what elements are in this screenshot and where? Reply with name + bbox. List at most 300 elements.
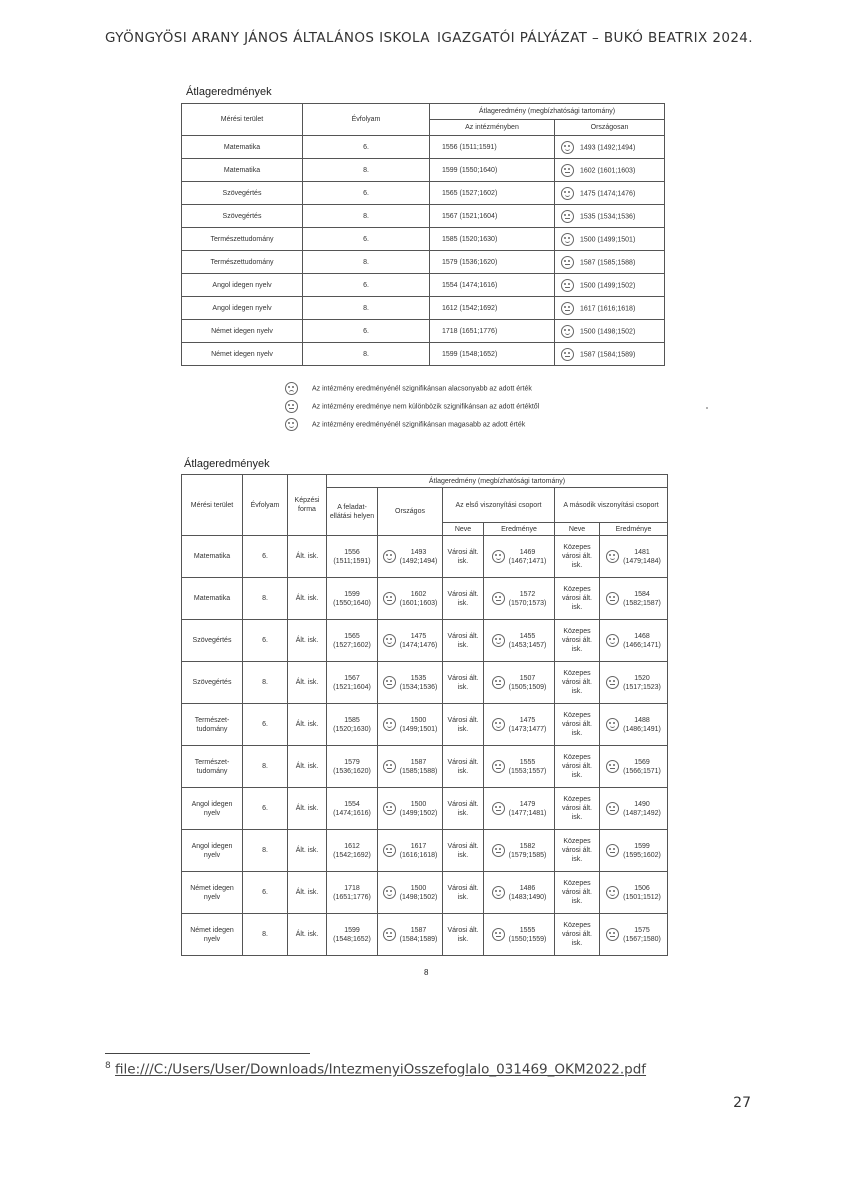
cell-g2-name: Közepes városi ált. isk.	[555, 578, 600, 620]
inline-page-mark: 8	[424, 968, 429, 977]
cell-site	[327, 704, 378, 746]
cell-nat-value: 1617 (1616;1618)	[580, 304, 636, 312]
cell-grade: 6.	[303, 320, 430, 343]
cell-grade: 6.	[243, 704, 288, 746]
up-smiley-icon	[606, 634, 619, 647]
cell-nat-range: (1499;1502)	[399, 809, 438, 817]
eq-smiley-icon	[383, 760, 396, 773]
table-row	[182, 704, 668, 746]
page-number: 27	[733, 1095, 751, 1111]
legend-item	[285, 418, 525, 431]
t1-header-group: Átlageredmény (megbízhatósági tartomány)	[430, 104, 665, 120]
table-row	[182, 746, 668, 788]
cell-site	[327, 914, 378, 956]
cell-g1-name: Városi ált. isk.	[443, 872, 484, 914]
table-row	[182, 620, 668, 662]
up-smiley-icon	[561, 233, 574, 246]
cell-g1-value: 1469	[519, 548, 536, 556]
legend-text: Az intézmény eredményénél szignifikánsan alacsonyabb az adott érték	[312, 385, 532, 393]
cell-nat	[378, 914, 443, 956]
cell-grade: 6.	[243, 872, 288, 914]
cell-area: Szövegértés	[182, 205, 303, 228]
cell-grade: 6.	[303, 228, 430, 251]
cell-nat-range: (1474;1476)	[399, 641, 438, 649]
up-smiley-icon	[285, 418, 298, 431]
t1-header-area: Mérési terület	[182, 104, 303, 136]
cell-g2-value: 1506	[634, 884, 650, 892]
cell-g1-range: (1467;1471)	[508, 557, 547, 565]
cell-nat-value: 1587 (1584;1589)	[580, 350, 636, 358]
table-row	[182, 274, 665, 297]
footnote-number: 8	[105, 1061, 111, 1071]
cell-g1-range: (1570;1573)	[508, 599, 547, 607]
eq-smiley-icon	[492, 802, 505, 815]
cell-g2-name: Közepes városi ált. isk.	[555, 620, 600, 662]
eq-smiley-icon	[492, 844, 505, 857]
table1-caption: Átlageredmények	[186, 86, 272, 98]
t2-header-g1-name: Neve	[443, 523, 484, 536]
cell-nat-range: (1585;1588)	[399, 767, 438, 775]
eq-smiley-icon	[383, 802, 396, 815]
cell-g2-result	[600, 578, 668, 620]
t2-header-form: Képzési forma	[288, 475, 327, 536]
eq-smiley-icon	[492, 928, 505, 941]
cell-site-value: 1585	[344, 716, 360, 724]
cell-g2-result	[600, 620, 668, 662]
legend-text: Az intézmény eredménye nem különbözik szignifikánsan az adott értéktől	[312, 403, 540, 411]
cell-grade: 8.	[243, 578, 288, 620]
cell-grade: 6.	[243, 536, 288, 578]
cell-g1-value: 1555	[519, 758, 536, 766]
table-row	[182, 343, 665, 366]
eq-smiley-icon	[606, 676, 619, 689]
cell-area: Természet-tudomány	[182, 704, 243, 746]
cell-grade: 8.	[303, 251, 430, 274]
cell-g1-value: 1455	[519, 632, 536, 640]
eq-smiley-icon	[561, 279, 574, 292]
cell-site	[327, 620, 378, 662]
cell-inst: 1718 (1651;1776)	[430, 320, 555, 343]
footnote-separator	[105, 1053, 310, 1054]
results-table-detailed	[181, 474, 668, 956]
cell-nat	[378, 830, 443, 872]
cell-area: Természet-tudomány	[182, 746, 243, 788]
cell-site-range: (1536;1620)	[333, 767, 371, 775]
cell-g1-range: (1505;1509)	[508, 683, 547, 691]
cell-g1-name: Városi ált. isk.	[443, 536, 484, 578]
cell-g2-value: 1520	[634, 674, 650, 682]
up-smiley-icon	[561, 187, 574, 200]
cell-nat-value: 1500 (1499;1501)	[580, 235, 636, 243]
cell-grade: 6.	[243, 788, 288, 830]
cell-nat-value: 1493	[410, 548, 427, 556]
eq-smiley-icon	[606, 928, 619, 941]
cell-site-range: (1474;1616)	[333, 809, 371, 817]
eq-smiley-icon	[383, 592, 396, 605]
cell-grade: 8.	[303, 159, 430, 182]
cell-site-range: (1548;1652)	[333, 935, 371, 943]
cell-nat-range: (1616;1618)	[399, 851, 438, 859]
t2-header-g2: A második viszonyítási csoport	[555, 488, 668, 523]
cell-site-range: (1542;1692)	[333, 851, 371, 859]
cell-g2-name: Közepes városi ált. isk.	[555, 704, 600, 746]
cell-g2-value: 1490	[634, 800, 650, 808]
cell-nat	[378, 746, 443, 788]
cell-nat-value: 1500	[410, 884, 427, 892]
cell-nat-value: 1602	[410, 590, 427, 598]
cell-nat	[555, 159, 665, 182]
cell-site-value: 1565	[344, 632, 360, 640]
cell-area: Matematika	[182, 578, 243, 620]
cell-g1-name: Városi ált. isk.	[443, 704, 484, 746]
cell-area: Angol idegen nyelv	[182, 297, 303, 320]
cell-g1-name: Városi ált. isk.	[443, 830, 484, 872]
cell-g2-result	[600, 704, 668, 746]
up-smiley-icon	[383, 886, 396, 899]
cell-g1-range: (1477;1481)	[508, 809, 547, 817]
cell-grade: 8.	[303, 297, 430, 320]
up-smiley-icon	[561, 141, 574, 154]
cell-area: Német idegen nyelv	[182, 320, 303, 343]
cell-nat-range: (1584;1589)	[399, 935, 438, 943]
table-row	[182, 205, 665, 228]
cell-g1-range: (1453;1457)	[508, 641, 547, 649]
cell-g2-range: (1566;1571)	[623, 767, 661, 775]
cell-form: Ált. isk.	[288, 536, 327, 578]
cell-g1-result	[484, 872, 555, 914]
down-smiley-icon	[285, 382, 298, 395]
up-smiley-icon	[492, 718, 505, 731]
cell-form: Ált. isk.	[288, 914, 327, 956]
up-smiley-icon	[606, 886, 619, 899]
cell-g2-value: 1584	[634, 590, 650, 598]
cell-g2-name: Közepes városi ált. isk.	[555, 788, 600, 830]
legend-text: Az intézmény eredményénél szignifikánsan magasabb az adott érték	[312, 421, 526, 429]
up-smiley-icon	[492, 634, 505, 647]
cell-g2-value: 1488	[634, 716, 650, 724]
cell-g2-result	[600, 914, 668, 956]
cell-site	[327, 788, 378, 830]
up-smiley-icon	[383, 718, 396, 731]
cell-site-range: (1651;1776)	[333, 893, 371, 901]
cell-g2-name: Közepes városi ált. isk.	[555, 746, 600, 788]
cell-g1-value: 1507	[519, 674, 536, 682]
table-row	[182, 788, 668, 830]
cell-area: Természettudomány	[182, 251, 303, 274]
cell-grade: 8.	[243, 830, 288, 872]
cell-nat-range: (1601;1603)	[399, 599, 438, 607]
cell-nat	[555, 136, 665, 159]
cell-nat-value: 1535	[410, 674, 427, 682]
cell-site-range: (1521;1604)	[333, 683, 371, 691]
cell-g2-range: (1595;1602)	[623, 851, 661, 859]
cell-area: Szövegértés	[182, 662, 243, 704]
eq-smiley-icon	[383, 844, 396, 857]
cell-g1-value: 1555	[519, 926, 536, 934]
cell-g1-range: (1473;1477)	[508, 725, 547, 733]
cell-g1-range: (1483;1490)	[508, 893, 547, 901]
up-smiley-icon	[492, 550, 505, 563]
eq-smiley-icon	[606, 592, 619, 605]
t2-header-grade: Évfolyam	[243, 475, 288, 536]
cell-g2-range: (1501;1512)	[623, 893, 661, 901]
cell-site-value: 1599	[344, 590, 360, 598]
cell-grade: 8.	[243, 914, 288, 956]
cell-nat	[378, 788, 443, 830]
cell-inst: 1554 (1474;1616)	[430, 274, 555, 297]
eq-smiley-icon	[492, 676, 505, 689]
cell-g1-result	[484, 704, 555, 746]
cell-site-range: (1520;1630)	[333, 725, 371, 733]
up-smiley-icon	[606, 718, 619, 731]
cell-g2-result	[600, 788, 668, 830]
cell-nat-value: 1587	[410, 758, 427, 766]
cell-nat-value: 1535 (1534;1536)	[580, 212, 636, 220]
cell-site	[327, 872, 378, 914]
cell-form: Ált. isk.	[288, 704, 327, 746]
cell-nat-range: (1492;1494)	[399, 557, 438, 565]
cell-grade: 6.	[303, 274, 430, 297]
table-row	[182, 536, 668, 578]
cell-site	[327, 578, 378, 620]
cell-grade: 6.	[243, 620, 288, 662]
results-table-summary	[181, 103, 665, 366]
cell-nat	[555, 343, 665, 366]
cell-inst: 1612 (1542;1692)	[430, 297, 555, 320]
eq-smiley-icon	[383, 676, 396, 689]
cell-nat-value: 1500	[410, 716, 427, 724]
cell-g1-name: Városi ált. isk.	[443, 788, 484, 830]
cell-site	[327, 536, 378, 578]
t1-header-grade: Évfolyam	[303, 104, 430, 136]
cell-area: Matematika	[182, 159, 303, 182]
cell-area: Angol idegen nyelv	[182, 274, 303, 297]
up-smiley-icon	[492, 886, 505, 899]
cell-g2-range: (1486;1491)	[623, 725, 661, 733]
footnote	[105, 1061, 646, 1078]
t2-header-group: Átlageredmény (megbízhatósági tartomány)	[327, 475, 668, 488]
up-smiley-icon	[561, 325, 574, 338]
cell-nat	[555, 274, 665, 297]
eq-smiley-icon	[285, 400, 298, 413]
cell-nat-value: 1500 (1499;1502)	[580, 281, 636, 289]
t2-header-g2-result: Eredménye	[600, 523, 668, 536]
eq-smiley-icon	[561, 164, 574, 177]
cell-g2-result	[600, 746, 668, 788]
table-row	[182, 228, 665, 251]
cell-g1-name: Városi ált. isk.	[443, 578, 484, 620]
eq-smiley-icon	[383, 928, 396, 941]
cell-area: Matematika	[182, 136, 303, 159]
cell-grade: 6.	[303, 182, 430, 205]
cell-g2-name: Közepes városi ált. isk.	[555, 830, 600, 872]
cell-area: Szövegértés	[182, 182, 303, 205]
eq-smiley-icon	[606, 802, 619, 815]
cell-nat-range: (1534;1536)	[399, 683, 438, 691]
cell-form: Ált. isk.	[288, 746, 327, 788]
table-row	[182, 872, 668, 914]
cell-g1-name: Városi ált. isk.	[443, 746, 484, 788]
cell-site-value: 1579	[344, 758, 360, 766]
cell-g1-value: 1486	[519, 884, 536, 892]
cell-g1-result	[484, 914, 555, 956]
table2-caption: Átlageredmények	[184, 458, 270, 470]
running-header-title: IGAZGATÓI PÁLYÁZAT – BUKÓ BEATRIX 2024.	[437, 30, 753, 46]
cell-g2-range: (1517;1523)	[623, 683, 661, 691]
cell-area: Német idegen nyelv	[182, 914, 243, 956]
table-row	[182, 914, 668, 956]
cell-g2-result	[600, 536, 668, 578]
table-row	[182, 136, 665, 159]
cell-nat-value: 1587 (1585;1588)	[580, 258, 636, 266]
cell-site-value: 1554	[344, 800, 360, 808]
eq-smiley-icon	[561, 302, 574, 315]
cell-g1-value: 1572	[519, 590, 536, 598]
cell-g2-value: 1481	[634, 548, 650, 556]
legend-item	[285, 400, 539, 413]
cell-grade: 8.	[303, 205, 430, 228]
cell-g1-result	[484, 830, 555, 872]
cell-grade: 6.	[303, 136, 430, 159]
cell-area: Német idegen nyelv	[182, 872, 243, 914]
cell-site-value: 1599	[344, 926, 360, 934]
cell-nat-range: (1498;1502)	[399, 893, 438, 901]
cell-site	[327, 662, 378, 704]
t1-header-inst: Az intézményben	[430, 120, 555, 136]
cell-g2-range: (1479;1484)	[623, 557, 661, 565]
cell-nat-range: (1499;1501)	[399, 725, 438, 733]
cell-area: Matematika	[182, 536, 243, 578]
cell-g1-result	[484, 578, 555, 620]
t2-header-nat: Országos	[378, 488, 443, 536]
cell-form: Ált. isk.	[288, 620, 327, 662]
cell-nat	[378, 536, 443, 578]
cell-nat	[378, 662, 443, 704]
cell-g2-range: (1582;1587)	[623, 599, 661, 607]
cell-nat	[378, 872, 443, 914]
cell-site-value: 1556	[344, 548, 360, 556]
cell-inst: 1556 (1511;1591)	[430, 136, 555, 159]
cell-g1-range: (1553;1557)	[508, 767, 547, 775]
cell-g1-result	[484, 662, 555, 704]
eq-smiley-icon	[492, 592, 505, 605]
table-row	[182, 320, 665, 343]
cell-g1-value: 1582	[519, 842, 536, 850]
table-row	[182, 159, 665, 182]
t1-header-nat: Országosan	[555, 120, 665, 136]
cell-nat-value: 1475	[410, 632, 427, 640]
cell-area: Angol idegen nyelv	[182, 788, 243, 830]
cell-nat-value: 1500 (1498;1502)	[580, 327, 636, 335]
cell-nat-value: 1587	[410, 926, 427, 934]
up-smiley-icon	[383, 634, 396, 647]
cell-form: Ált. isk.	[288, 872, 327, 914]
cell-inst: 1599 (1550;1640)	[430, 159, 555, 182]
t2-header-site: A feladat-ellátási helyen	[327, 488, 378, 536]
cell-grade: 8.	[243, 746, 288, 788]
cell-g1-result	[484, 746, 555, 788]
cell-inst: 1585 (1520;1630)	[430, 228, 555, 251]
cell-g1-name: Városi ált. isk.	[443, 662, 484, 704]
cell-g2-name: Közepes városi ált. isk.	[555, 914, 600, 956]
t2-header-g1-result: Eredménye	[484, 523, 555, 536]
cell-g2-range: (1487;1492)	[623, 809, 661, 817]
eq-smiley-icon	[606, 760, 619, 773]
table-row	[182, 830, 668, 872]
cell-site-range: (1527;1602)	[333, 641, 371, 649]
cell-g2-name: Közepes városi ált. isk.	[555, 872, 600, 914]
cell-g1-name: Városi ált. isk.	[443, 620, 484, 662]
t2-header-g1: Az első viszonyítási csoport	[443, 488, 555, 523]
table-row	[182, 662, 668, 704]
cell-area: Természettudomány	[182, 228, 303, 251]
table-row	[182, 578, 668, 620]
footnote-link[interactable]: file:///C:/Users/User/Downloads/IntezmenyiOsszefoglalo_031469_OKM2022.pdf	[115, 1061, 647, 1078]
eq-smiley-icon	[561, 210, 574, 223]
table-row	[182, 297, 665, 320]
cell-nat	[378, 578, 443, 620]
cell-g1-result	[484, 620, 555, 662]
cell-g2-value: 1569	[634, 758, 650, 766]
cell-g2-result	[600, 662, 668, 704]
table-row	[182, 251, 665, 274]
scan-speck	[706, 407, 708, 409]
cell-form: Ált. isk.	[288, 578, 327, 620]
cell-g2-value: 1575	[634, 926, 650, 934]
up-smiley-icon	[606, 550, 619, 563]
cell-g1-result	[484, 788, 555, 830]
cell-nat-value: 1493 (1492;1494)	[580, 143, 636, 151]
cell-form: Ált. isk.	[288, 662, 327, 704]
cell-site-value: 1612	[344, 842, 360, 850]
cell-nat	[555, 297, 665, 320]
cell-site-value: 1567	[344, 674, 360, 682]
cell-g1-result	[484, 536, 555, 578]
cell-area: Angol idegen nyelv	[182, 830, 243, 872]
cell-inst: 1579 (1536;1620)	[430, 251, 555, 274]
cell-site-range: (1511;1591)	[333, 557, 371, 565]
cell-site-range: (1550;1640)	[333, 599, 371, 607]
cell-g2-result	[600, 830, 668, 872]
cell-grade: 8.	[303, 343, 430, 366]
cell-nat	[555, 182, 665, 205]
eq-smiley-icon	[561, 348, 574, 361]
cell-nat	[555, 251, 665, 274]
cell-g1-value: 1479	[519, 800, 536, 808]
cell-nat-value: 1500	[410, 800, 427, 808]
cell-nat	[555, 320, 665, 343]
cell-area: Szövegértés	[182, 620, 243, 662]
cell-inst: 1567 (1521;1604)	[430, 205, 555, 228]
cell-g2-name: Közepes városi ált. isk.	[555, 662, 600, 704]
cell-nat	[555, 205, 665, 228]
cell-site-value: 1718	[344, 884, 360, 892]
cell-inst: 1599 (1548;1652)	[430, 343, 555, 366]
cell-site	[327, 830, 378, 872]
cell-g2-range: (1567;1580)	[623, 935, 661, 943]
cell-nat	[555, 228, 665, 251]
eq-smiley-icon	[492, 760, 505, 773]
cell-nat	[378, 704, 443, 746]
cell-g1-name: Városi ált. isk.	[443, 914, 484, 956]
cell-g2-name: Közepes városi ált. isk.	[555, 536, 600, 578]
cell-site	[327, 746, 378, 788]
table-row	[182, 182, 665, 205]
cell-nat	[378, 620, 443, 662]
t2-header-area: Mérési terület	[182, 475, 243, 536]
cell-nat-value: 1602 (1601;1603)	[580, 166, 636, 174]
cell-g1-range: (1579;1585)	[508, 851, 547, 859]
